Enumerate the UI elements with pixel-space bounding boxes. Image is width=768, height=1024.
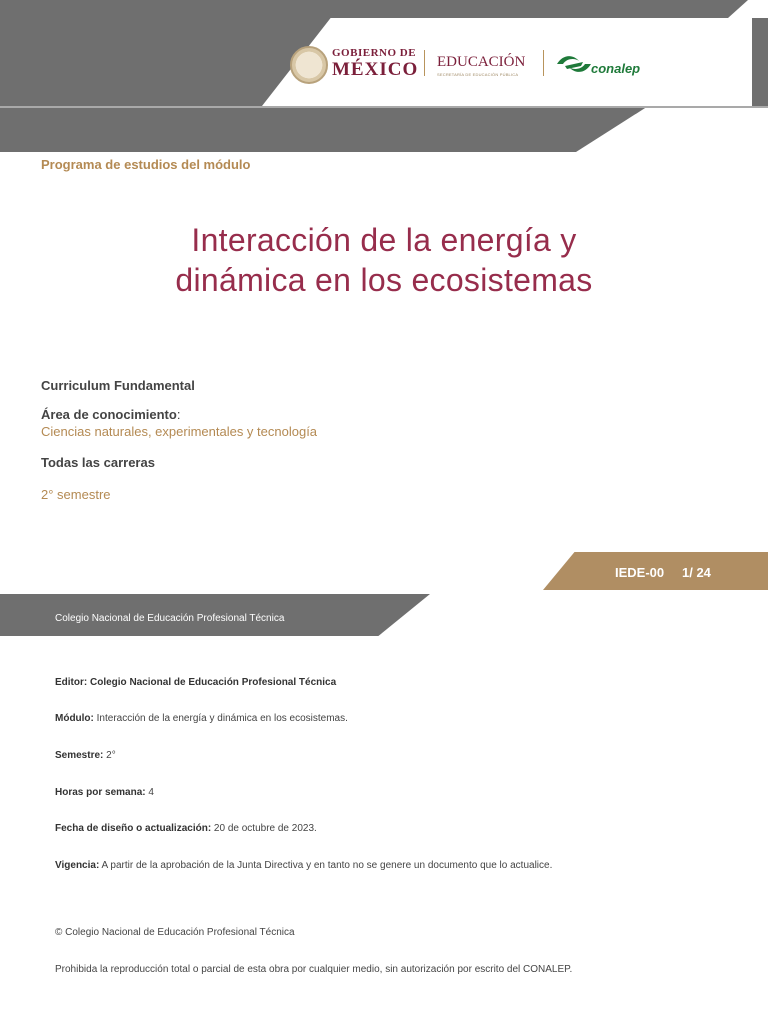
kicker: Programa de estudios del módulo [41, 157, 251, 172]
curriculum-label: Curriculum Fundamental [41, 378, 195, 393]
fecha-line [55, 823, 317, 834]
gobierno-line2: MÉXICO [332, 59, 419, 80]
area-heading [41, 407, 180, 422]
modulo-line [55, 713, 348, 724]
area-label: Área de conocimiento [41, 407, 177, 422]
carreras-label: Todas las carreras [41, 455, 155, 470]
educacion-subtitle: SECRETARÍA DE EDUCACIÓN PÚBLICA [437, 72, 519, 77]
page-number: 1/ 24 [682, 565, 711, 580]
national-seal-icon [290, 46, 328, 84]
page-title [0, 220, 768, 300]
vigencia-line [55, 860, 552, 871]
modulo-label: Módulo: [55, 713, 94, 724]
conalep-logo-icon [555, 52, 593, 76]
educacion-logo: EDUCACIÓN [437, 54, 526, 70]
copyright-line: © Colegio Nacional de Educación Profesional Técnica [55, 927, 295, 938]
footer-band-text: Colegio Nacional de Educación Profesional Técnica [55, 613, 285, 624]
area-value: Ciencias naturales, experimentales y tecnología [41, 424, 318, 439]
horas-label: Horas por semana: [55, 787, 146, 798]
logo-separator-2 [543, 50, 544, 76]
semestre-label: Semestre: [55, 750, 104, 761]
title-line1: Interacción de la energía y [191, 222, 577, 258]
editor-line: Editor: Colegio Nacional de Educación Profesional Técnica [55, 677, 337, 688]
header-divider [0, 106, 768, 108]
fecha-value: 20 de octubre de 2023. [211, 823, 317, 834]
semestre-line-value: 2° [103, 750, 116, 761]
fecha-label: Fecha de diseño o actualización: [55, 823, 212, 834]
vigencia-value: A partir de la aprobación de la Junta Directiva y en tanto no se genere un documento que lo actualice. [99, 860, 553, 871]
horas-line [55, 787, 154, 798]
semestre-value: 2° semestre [41, 487, 111, 502]
conalep-wordmark: conalep [591, 61, 641, 76]
modulo-value: Interacción de la energía y dinámica en los ecosistemas. [93, 713, 348, 724]
semestre-line [55, 750, 116, 761]
title-line2: dinámica en los ecosistemas [175, 262, 593, 298]
logo-separator [424, 50, 425, 76]
area-colon: : [176, 407, 181, 422]
vigencia-label: Vigencia: [55, 860, 100, 871]
module-code: IEDE-00 [615, 565, 665, 580]
gobierno-line1: GOBIERNO DE [332, 47, 417, 59]
horas-value: 4 [145, 787, 154, 798]
prohibida-line: Prohibida la reproducción total o parcial de esta obra por cualquier medio, sin autorización por escrito del CONALEP. [55, 964, 573, 975]
